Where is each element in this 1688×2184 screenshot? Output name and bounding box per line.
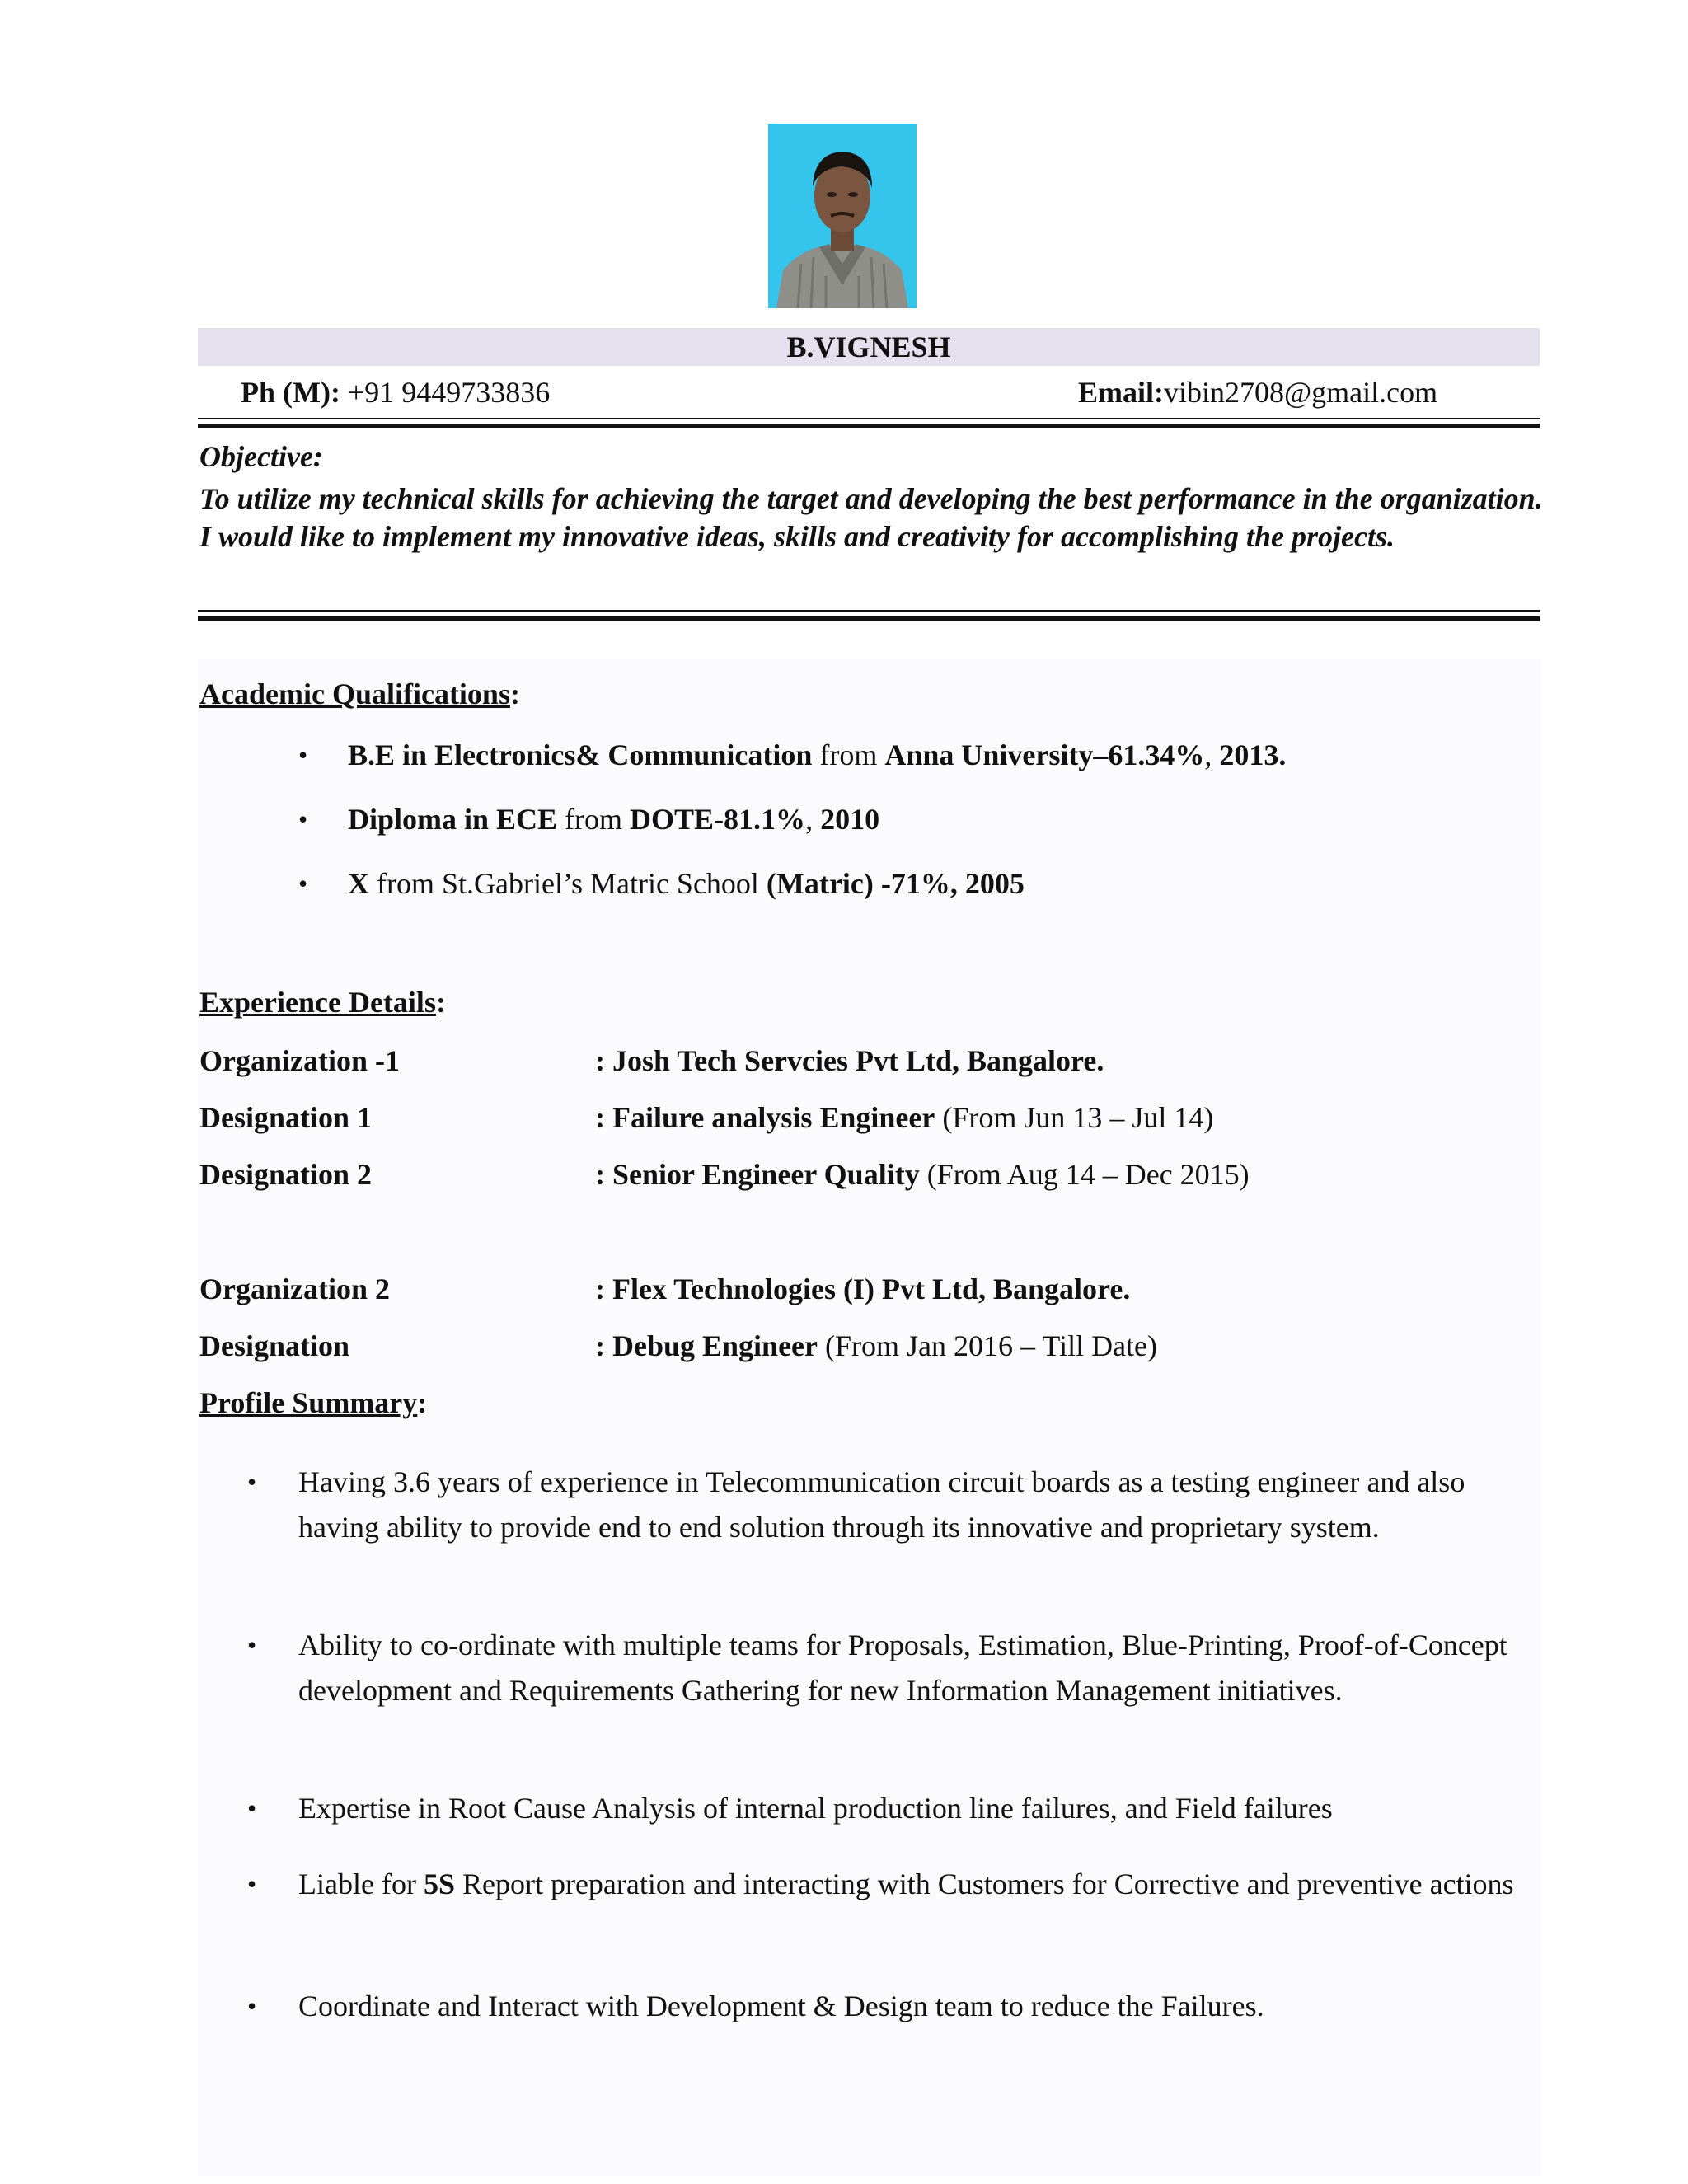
experience-label: Organization 2 xyxy=(199,1272,390,1305)
name-banner xyxy=(198,328,1540,366)
candidate-name: B.VIGNESH xyxy=(786,330,951,363)
profile-heading: Profile Summary: xyxy=(199,1386,428,1419)
experience-row: Designation 1 : Failure analysis Engineer (From Jun 13 – Jul 14) xyxy=(199,1097,1543,1138)
profile-photo xyxy=(768,124,917,308)
experience-row: Designation 2 : Senior Engineer Quality (From Aug 14 – Dec 2015) xyxy=(199,1154,1543,1195)
email-line xyxy=(1078,371,1437,414)
academic-heading: Academic Qualifications: xyxy=(199,677,520,710)
resume-page: B.VIGNESH Ph (M): +91 9449733836 Email:vibin2708@gmail.com Objective: To utilize my technical skills for achieving the target and developing the best performance in the organization. I would like to implement my innovative ideas, skills and creativity for accomplishing the projects. Academic Qualifications: • B.E in Electronics& Communication from Anna University–61.34%, 2013. • Diploma in ECE from DOTE-81.1%, 2010 • X from St.Gabriel’s Matric School (Matric) -71%, 2005 Experience Details: Organization -1 : Josh Tech Servcies Pvt Ltd, Bangalore. Designation 1 : Failure analysis Engineer (From Jun 13 – Jul 14) Designation 2 : Senior Engineer Quality (From Aug 14 – Dec 2015) Organization 2 : Flex Technologies (I) Pvt Ltd, Bangalore. Designation : Debug Engineer (From Jan 2016 – Till Date) Profile Summary: • Having 3.6 years of experience in Telecommunication circuit boards as a testing engineer and also having ability to provide end to end solution through its innovative and proprietary system. • Ability to co-ordinate with multiple teams for Proposals, Estimation, Blue-Printing, Proof-of-Concept development and Requirements Gathering for new Information Management initiatives. • Expertise in Root Cause Analysis of internal production line failures, and Field failures • Liable for 5S Report preparation and interacting with Customers for Corrective and preventive actions • Coordinate and Interact with Development & Design team to reduce the Failures. xyxy=(0,0,1688,2184)
objective-text: To utilize my technical skills for achieving the target and developing the best performance in the organization. I would like to implement my innovative ideas, skills and creativity for accomplishing the projects. xyxy=(199,482,1543,553)
email-label: Email: xyxy=(1078,376,1164,409)
objective-heading: Objective: xyxy=(199,440,323,473)
phone-number: +91 9449733836 xyxy=(340,376,551,409)
phone-label: Ph (M): xyxy=(241,376,340,409)
objective-divider xyxy=(198,610,1540,621)
experience-heading: Experience Details: xyxy=(199,986,446,1019)
experience-label: Designation xyxy=(199,1329,350,1362)
experience-label: Designation 1 xyxy=(199,1101,373,1134)
experience-row: Organization -1 : Josh Tech Servcies Pvt Ltd, Bangalore. xyxy=(199,1040,1543,1081)
experience-row: Organization 2 : Flex Technologies (I) Pvt Ltd, Bangalore. xyxy=(199,1268,1543,1310)
experience-label: Designation 2 xyxy=(199,1158,373,1191)
experience-row: Designation : Debug Engineer (From Jan 2016 – Till Date) xyxy=(199,1325,1543,1366)
email-address: vibin2708@gmail.com xyxy=(1164,376,1438,409)
phone-line xyxy=(241,371,550,414)
experience-label: Organization -1 xyxy=(199,1044,400,1077)
header-divider xyxy=(198,418,1540,428)
